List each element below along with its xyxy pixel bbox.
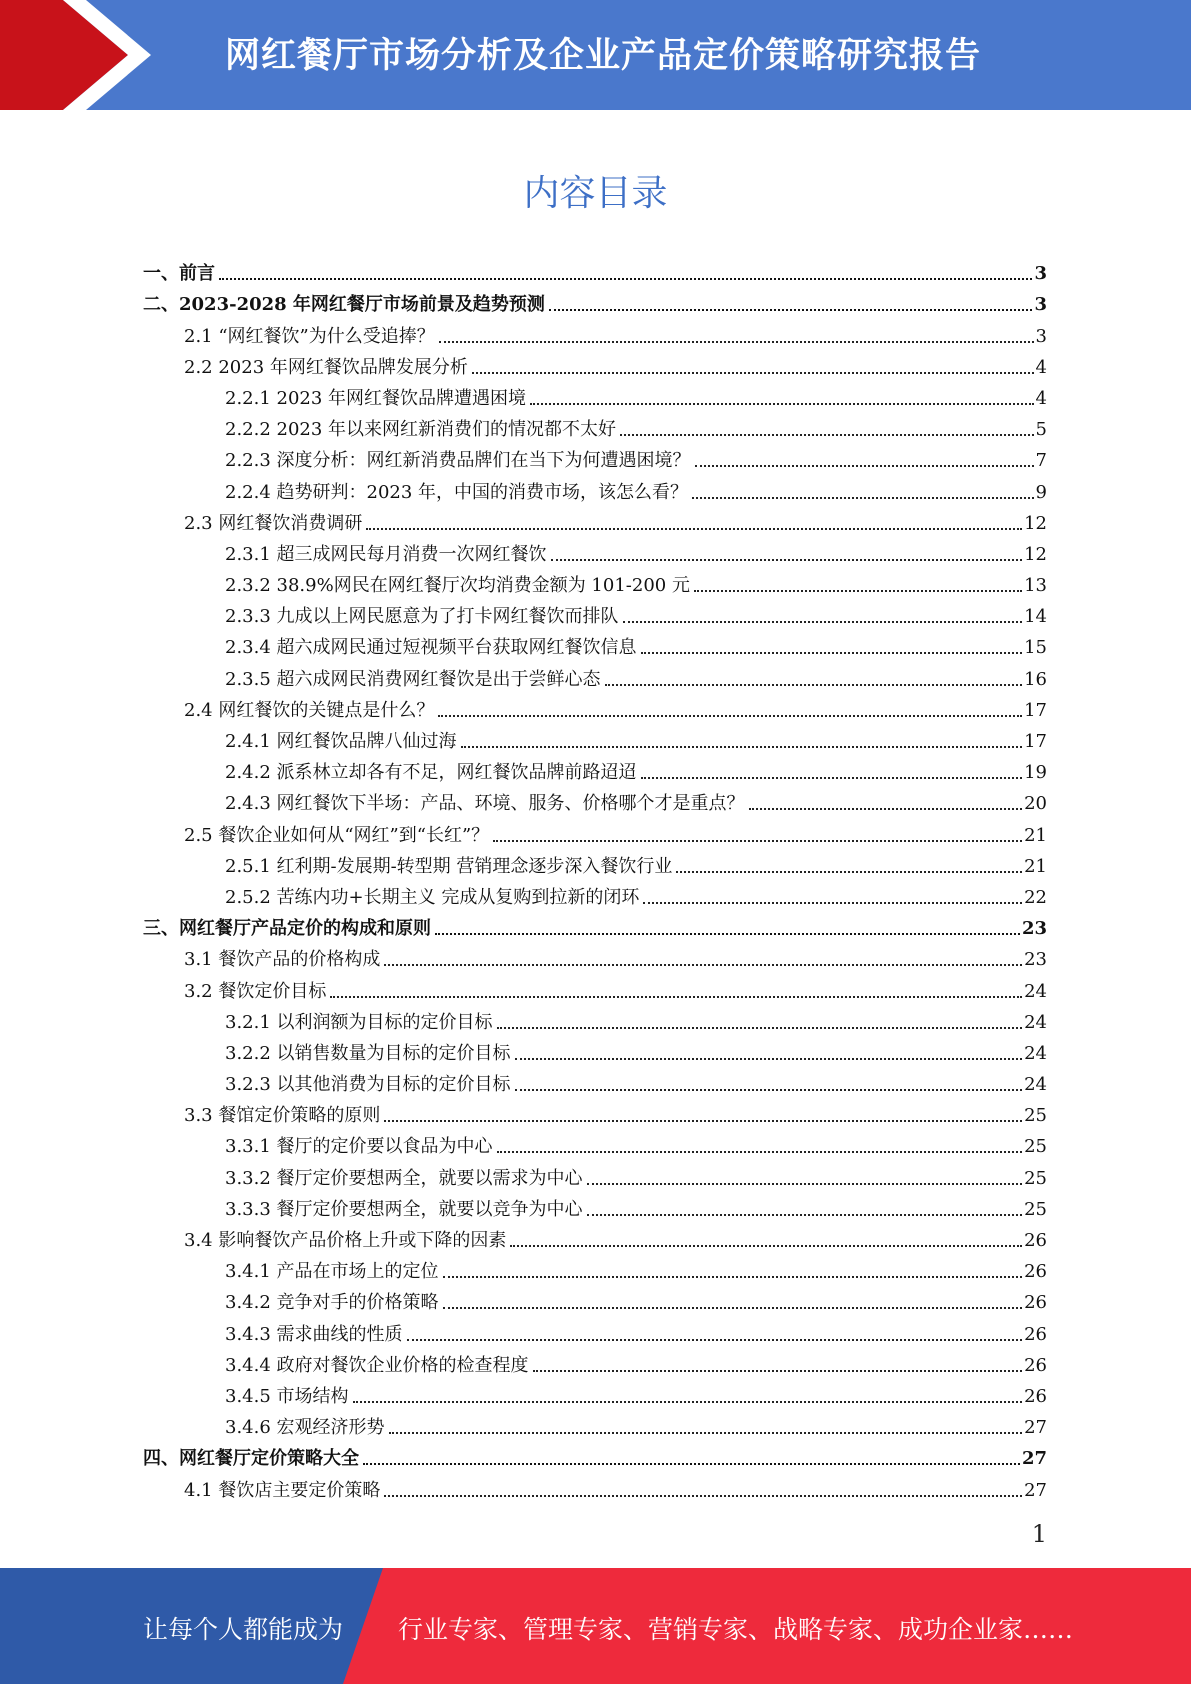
toc-entry-title: 2.3.2 38.9%网民在网红餐厅次均消费金额为 101-200 元 — [225, 575, 690, 597]
toc-entry-page: 23 — [1021, 918, 1047, 940]
toc-entry[interactable] — [143, 316, 1047, 347]
toc-entry-title: 2.5.2 苦练内功+长期主义 完成从复购到拉新的闭环 — [225, 886, 640, 908]
report-title: 网红餐厅市场分析及企业产品定价策略研究报告 — [225, 36, 982, 76]
toc-entry[interactable] — [143, 815, 1047, 846]
toc-entry-title: 3.1 餐饮产品的价格构成 — [184, 949, 381, 971]
toc-entry-title: 2.3.5 超六成网民消费网红餐饮是出于尝鲜心态 — [225, 668, 601, 690]
toc-entry-page: 24 — [1024, 1011, 1047, 1033]
toc-entry[interactable] — [143, 940, 1047, 971]
toc-entry-page: 16 — [1024, 668, 1047, 690]
page-footer — [0, 1568, 1191, 1684]
toc-dot-leader — [497, 1027, 1023, 1029]
toc-entry[interactable] — [143, 878, 1047, 909]
toc-dot-leader — [497, 1151, 1023, 1153]
toc-dot-leader — [493, 840, 1022, 842]
toc-entry-page: 25 — [1024, 1198, 1047, 1220]
toc-entry-title: 3.4.1 产品在市场上的定位 — [225, 1261, 439, 1283]
toc-dot-leader — [549, 309, 1033, 311]
toc-dot-leader — [530, 403, 1033, 405]
toc-dot-leader — [435, 933, 1020, 935]
toc-dot-leader — [366, 528, 1022, 530]
toc-dot-leader — [219, 278, 1032, 280]
toc-entry[interactable] — [143, 597, 1047, 628]
toc-entry-title: 3.3.2 餐厅定价要想两全，就要以需求为中心 — [225, 1167, 583, 1189]
toc-entry-title: 3.2.1 以利润额为目标的定价目标 — [225, 1011, 493, 1033]
toc-entry[interactable] — [143, 1158, 1047, 1189]
toc-dot-leader — [605, 684, 1023, 686]
toc-entry-title: 3.3.3 餐厅定价要想两全，就要以竞争为中心 — [225, 1198, 583, 1220]
toc-entry-page: 26 — [1024, 1292, 1047, 1314]
toc-entry-page: 9 — [1035, 481, 1047, 503]
toc-dot-leader — [363, 1463, 1020, 1465]
toc-entry[interactable] — [143, 504, 1047, 535]
toc-entry[interactable] — [143, 410, 1047, 441]
toc-dot-leader — [510, 1245, 1022, 1247]
toc-dot-leader — [587, 1214, 1023, 1216]
toc-heading: 内容目录 — [523, 173, 668, 214]
toc-dot-leader — [472, 372, 1034, 374]
toc-entry-page: 17 — [1024, 731, 1047, 752]
toc-entry[interactable] — [143, 753, 1047, 784]
toc-dot-leader — [461, 746, 1023, 748]
toc-entry[interactable] — [143, 1439, 1047, 1470]
toc-entry[interactable] — [143, 909, 1047, 940]
toc-entry-title: 一、前言 — [143, 263, 215, 285]
toc-entry-title: 3.4.3 需求曲线的性质 — [225, 1323, 403, 1345]
toc-entry-title: 2.5.1 红利期-发展期-转型期 营销理念逐步深入餐饮行业 — [225, 855, 673, 877]
toc-dot-leader — [407, 1339, 1023, 1341]
toc-entry[interactable] — [143, 1221, 1047, 1252]
toc-entry-page: 25 — [1024, 1167, 1047, 1189]
toc-entry[interactable] — [143, 1127, 1047, 1158]
toc-entry-page: 27 — [1021, 1448, 1047, 1470]
toc-entry[interactable] — [143, 628, 1047, 659]
toc-dot-leader — [384, 964, 1022, 966]
toc-entry-title: 2.4 网红餐饮的关键点是什么？ — [184, 699, 435, 721]
toc-dot-leader — [587, 1183, 1023, 1185]
toc-entry-title: 2.3.4 超六成网民通过短视频平台获取网红餐饮信息 — [225, 637, 637, 659]
toc-dot-leader — [353, 1401, 1023, 1403]
toc-entry-page: 5 — [1035, 419, 1047, 441]
toc-entry[interactable] — [143, 285, 1047, 316]
toc-entry-title: 2.3.1 超三成网民每月消费一次网红餐饮 — [225, 543, 547, 565]
toc-entry-title: 2.2.4 趋势研判：2023 年，中国的消费市场，该怎么看？ — [225, 481, 689, 503]
toc-entry-page: 7 — [1035, 450, 1047, 472]
toc-entry[interactable] — [143, 1034, 1047, 1065]
toc-entry[interactable] — [143, 1065, 1047, 1096]
toc-entry-title: 2.4.2 派系林立却各有不足，网红餐饮品牌前路迢迢 — [225, 762, 637, 784]
toc-entry[interactable] — [143, 1252, 1047, 1283]
toc-entry[interactable] — [143, 535, 1047, 566]
toc-entry-title: 2.2.1 2023 年网红餐饮品牌遭遇困境 — [225, 387, 527, 409]
toc-entry-title: 2.3 网红餐饮消费调研 — [184, 512, 363, 534]
toc-entry-title: 3.2.3 以其他消费为目标的定价目标 — [225, 1074, 511, 1096]
toc-entry[interactable] — [143, 1377, 1047, 1408]
toc-dot-leader — [384, 1495, 1022, 1497]
toc-entry[interactable] — [143, 254, 1047, 285]
toc-entry-title: 3.4.5 市场结构 — [225, 1385, 349, 1407]
toc-dot-leader — [694, 590, 1022, 592]
toc-entry-title: 2.2 2023 年网红餐饮品牌发展分析 — [184, 356, 468, 378]
toc-dot-leader — [643, 902, 1022, 904]
toc-entry[interactable] — [143, 379, 1047, 410]
toc-entry-title: 3.4.4 政府对餐饮企业价格的检查程度 — [225, 1354, 529, 1376]
toc-entry[interactable] — [143, 659, 1047, 690]
toc-entry-page: 22 — [1024, 886, 1047, 908]
toc-entry-page: 21 — [1024, 824, 1047, 846]
toc-entry-title: 四、网红餐厅定价策略大全 — [143, 1448, 359, 1470]
toc-entry[interactable] — [143, 691, 1047, 722]
toc-dot-leader — [533, 1370, 1023, 1372]
toc-entry-page: 27 — [1024, 1417, 1047, 1439]
toc-entry-page: 13 — [1024, 575, 1047, 597]
toc-dot-leader — [623, 621, 1023, 623]
toc-dot-leader — [749, 808, 1023, 810]
toc-entry-title: 3.2.2 以销售数量为目标的定价目标 — [225, 1042, 511, 1064]
toc-entry[interactable] — [143, 1283, 1047, 1314]
toc-entry-page: 12 — [1024, 543, 1047, 565]
toc-entry-page: 26 — [1024, 1261, 1047, 1283]
toc-dot-leader — [551, 559, 1023, 561]
toc-entry[interactable] — [143, 784, 1047, 815]
toc-entry-page: 26 — [1024, 1385, 1047, 1407]
page-number: 1 — [1031, 1520, 1047, 1548]
toc-entry-page: 24 — [1024, 1042, 1047, 1064]
toc-entry-title: 4.1 餐饮店主要定价策略 — [184, 1479, 381, 1501]
toc-entry-page: 27 — [1024, 1479, 1047, 1501]
toc-entry-page: 15 — [1024, 637, 1047, 659]
toc-entry[interactable] — [143, 1003, 1047, 1034]
toc-dot-leader — [620, 434, 1033, 436]
toc-dot-leader — [641, 777, 1023, 779]
toc-dot-leader — [443, 1307, 1023, 1309]
toc-entry-page: 3 — [1034, 263, 1047, 285]
toc-entry-page: 21 — [1024, 855, 1047, 877]
toc-dot-leader — [438, 715, 1022, 717]
toc-entry-page: 24 — [1024, 980, 1047, 1002]
footer-slogan-right: 行业专家、管理专家、营销专家、战略专家、成功企业家…… — [398, 1615, 1074, 1644]
toc-entry-page: 25 — [1024, 1105, 1047, 1127]
toc-entry-page: 26 — [1024, 1323, 1047, 1345]
toc-entry-page: 25 — [1024, 1136, 1047, 1158]
toc-entry-page: 20 — [1024, 793, 1047, 815]
toc-entry-title: 2.4.1 网红餐饮品牌八仙过海 — [225, 731, 457, 752]
toc-entry-title: 2.3.3 九成以上网民愿意为了打卡网红餐饮而排队 — [225, 606, 619, 628]
toc-entry-page: 4 — [1035, 356, 1047, 378]
toc-entry[interactable] — [143, 1190, 1047, 1221]
header-arrow-decoration — [0, 0, 180, 110]
toc-entry-page: 23 — [1024, 949, 1047, 971]
page-header — [0, 0, 1191, 110]
toc-entry-page: 14 — [1024, 606, 1047, 628]
toc-entry[interactable] — [143, 1096, 1047, 1127]
toc-dot-leader — [515, 1089, 1023, 1091]
toc-dot-leader — [389, 1432, 1023, 1434]
toc-entry-title: 3.4.2 竞争对手的价格策略 — [225, 1292, 439, 1314]
toc-entry-title: 2.5 餐饮企业如何从“网红”到“长红”？ — [184, 824, 490, 846]
toc-entry-title: 2.2.3 深度分析：网红新消费品牌们在当下为何遭遇困境？ — [225, 450, 691, 472]
toc-entry-title: 2.1 “网红餐饮”为什么受追捧？ — [184, 325, 435, 347]
toc-entry-title: 3.3 餐馆定价策略的原则 — [184, 1105, 381, 1127]
toc-dot-leader — [641, 652, 1023, 654]
toc-dot-leader — [443, 1276, 1023, 1278]
toc-entry-title: 三、网红餐厅产品定价的构成和原则 — [143, 918, 431, 940]
toc-entry[interactable] — [143, 566, 1047, 597]
toc-entry[interactable] — [143, 971, 1047, 1002]
toc-entry[interactable] — [143, 441, 1047, 472]
toc-dot-leader — [515, 1058, 1023, 1060]
toc-dot-leader — [692, 497, 1033, 499]
toc-entry[interactable] — [143, 847, 1047, 878]
footer-slogan-left: 让每个人都能成为 — [143, 1615, 344, 1644]
toc-dot-leader — [676, 871, 1022, 873]
toc-entry[interactable] — [143, 1408, 1047, 1439]
toc-entry-title: 3.3.1 餐厅的定价要以食品为中心 — [225, 1136, 493, 1158]
toc-entry-title: 二、2023-2028 年网红餐厅市场前景及趋势预测 — [143, 294, 545, 316]
toc-dot-leader — [695, 465, 1034, 467]
toc-entry[interactable] — [143, 722, 1047, 753]
toc-dot-leader — [384, 1120, 1022, 1122]
toc-entry-page: 3 — [1035, 325, 1047, 347]
toc-entry-title: 2.4.3 网红餐饮下半场：产品、环境、服务、价格哪个才是重点？ — [225, 793, 745, 815]
toc-entry-title: 2.2.2 2023 年以来网红新消费们的情况都不太好 — [225, 419, 617, 441]
toc-entry-page: 24 — [1024, 1074, 1047, 1096]
toc-entry[interactable] — [143, 1346, 1047, 1377]
toc-entry[interactable] — [143, 1314, 1047, 1345]
toc-entry-page: 17 — [1024, 699, 1047, 721]
toc-entry[interactable] — [143, 472, 1047, 503]
toc-entry-page: 26 — [1024, 1230, 1047, 1251]
table-of-contents — [143, 254, 1047, 1502]
toc-entry-page: 12 — [1024, 512, 1047, 534]
toc-entry-page: 4 — [1035, 387, 1047, 409]
toc-entry-page: 19 — [1024, 762, 1047, 784]
toc-entry[interactable] — [143, 1470, 1047, 1501]
toc-entry-page: 26 — [1024, 1354, 1047, 1376]
toc-entry-title: 3.4 影响餐饮产品价格上升或下降的因素 — [184, 1230, 507, 1251]
toc-entry-title: 3.4.6 宏观经济形势 — [225, 1417, 385, 1439]
toc-dot-leader — [439, 341, 1034, 343]
toc-entry[interactable] — [143, 348, 1047, 379]
toc-entry-page: 3 — [1034, 294, 1047, 316]
toc-dot-leader — [330, 996, 1022, 998]
toc-entry-title: 3.2 餐饮定价目标 — [184, 980, 327, 1002]
